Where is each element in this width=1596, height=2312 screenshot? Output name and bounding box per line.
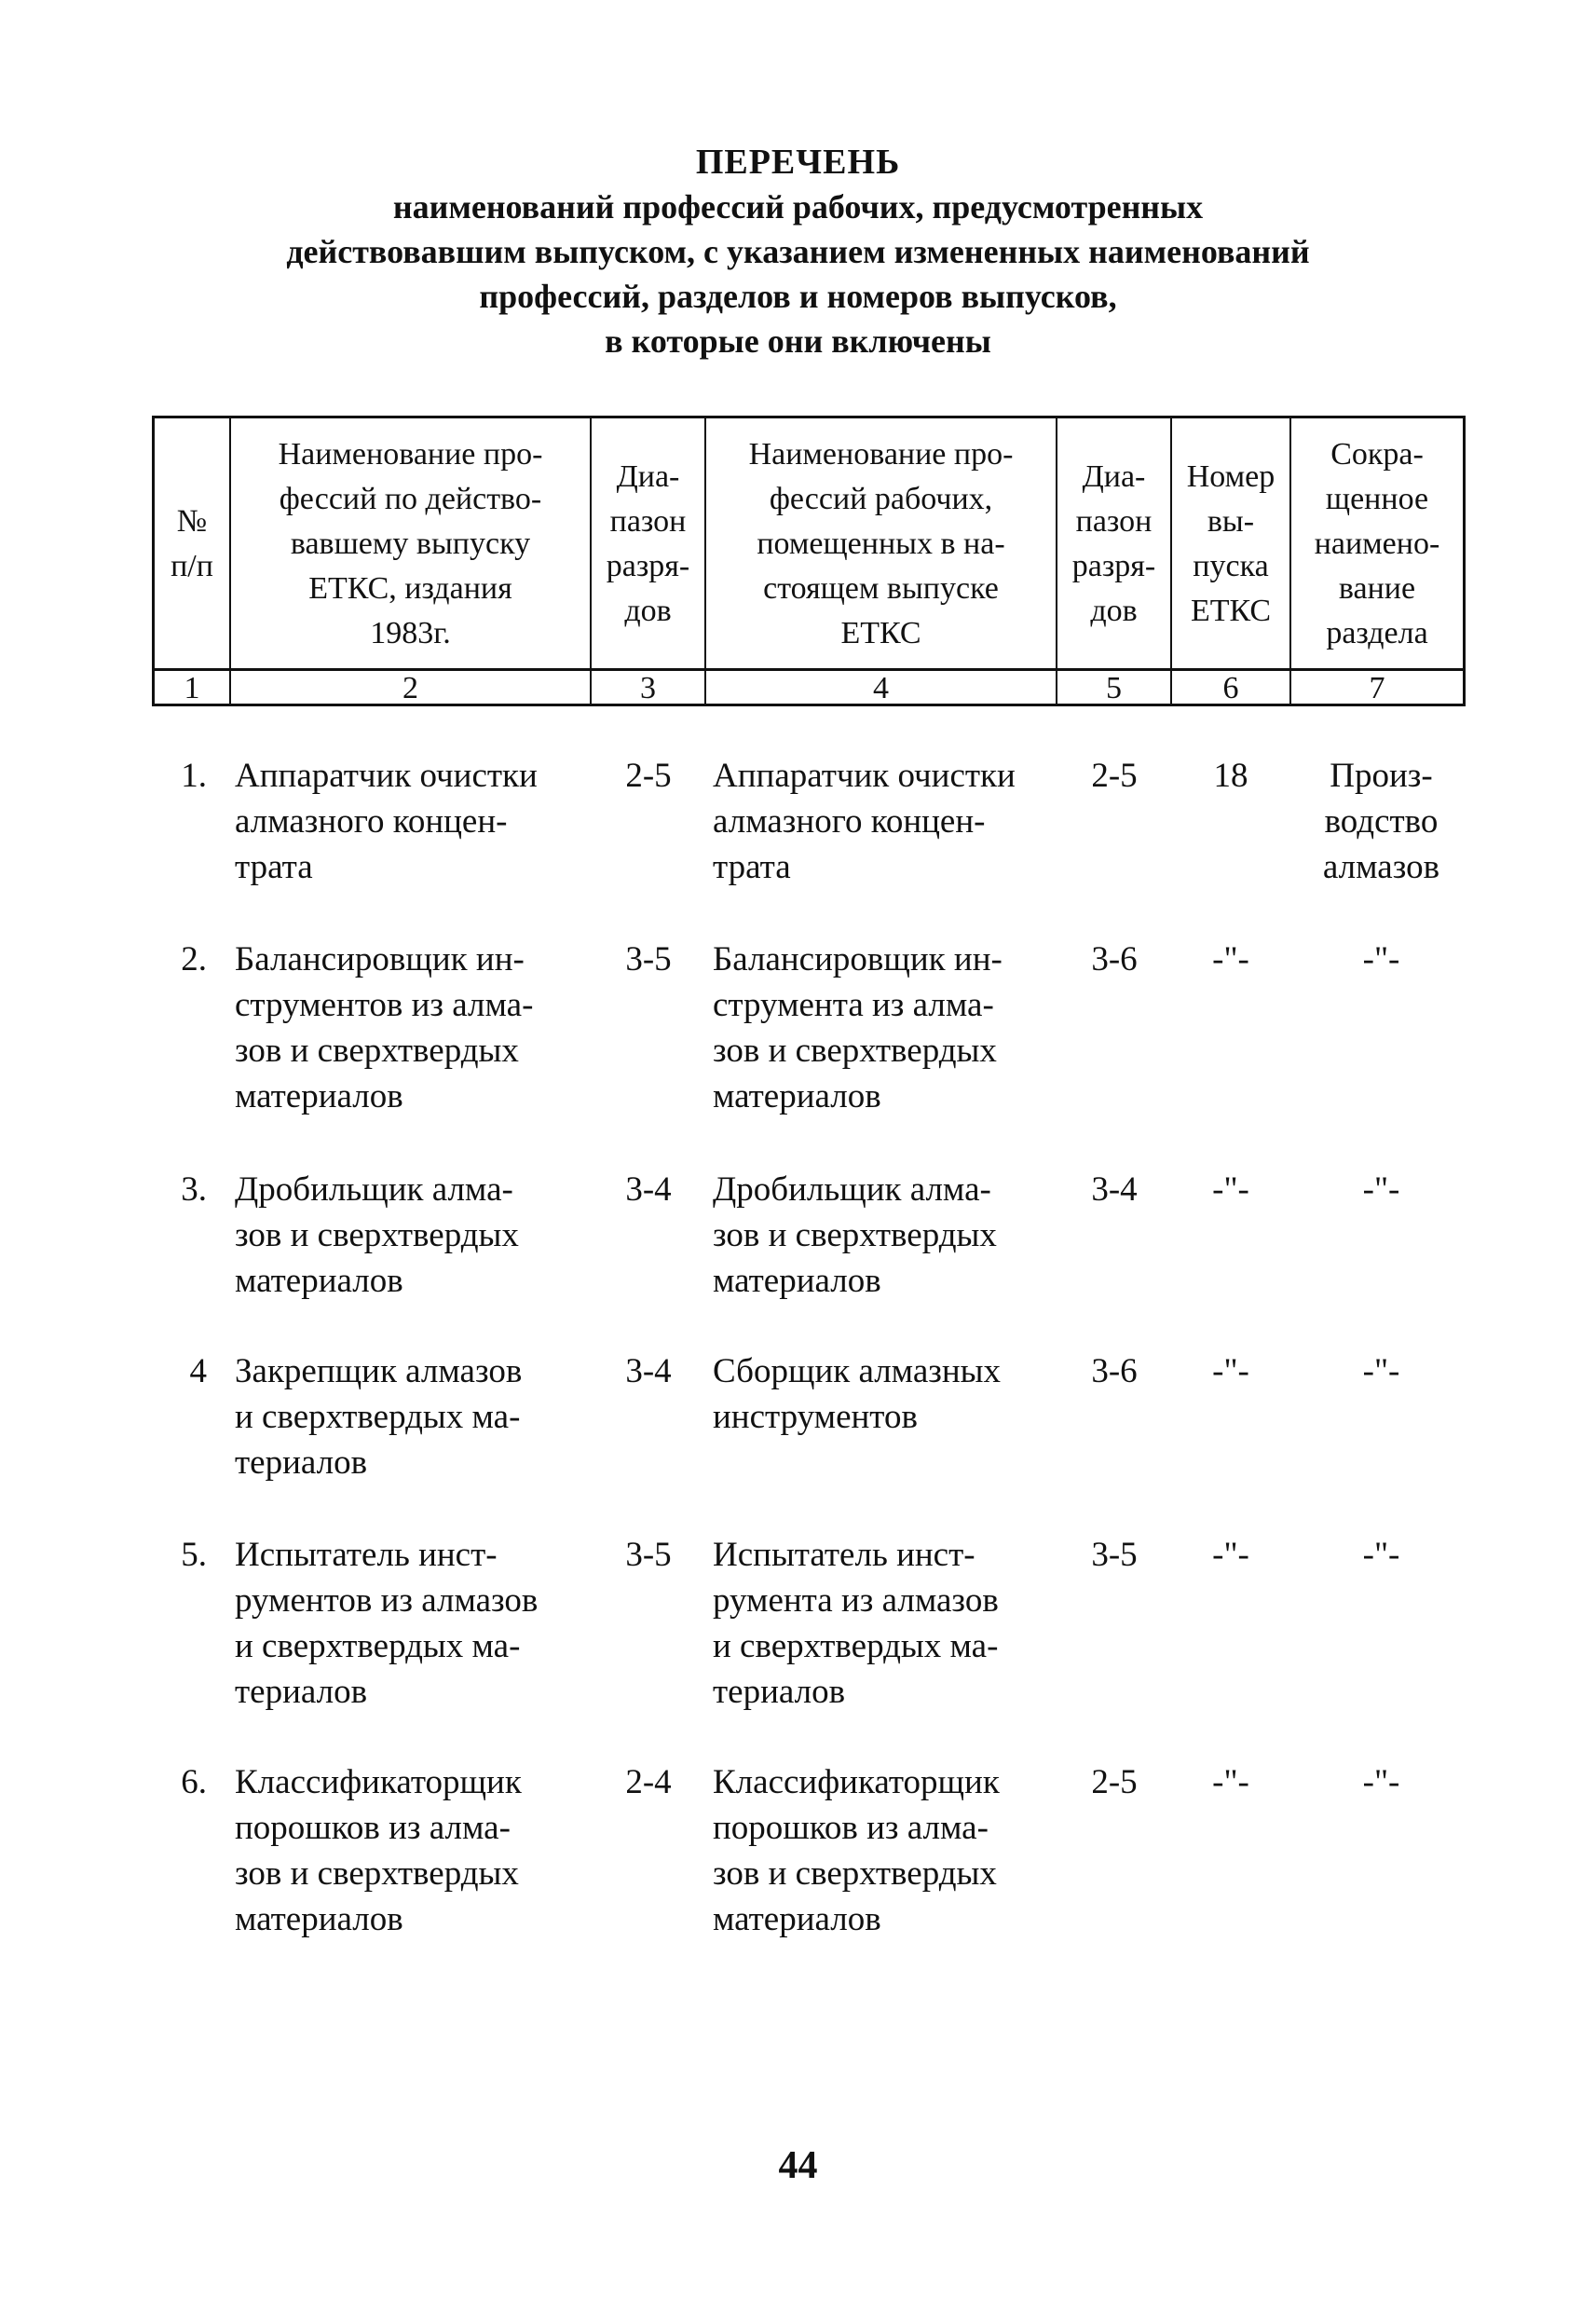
row-number: 4	[189, 1352, 207, 1390]
column-number: 1	[184, 670, 200, 705]
issue-number: -"-	[1212, 1536, 1249, 1574]
title-line: наименований профессий рабочих, предусмотренных	[392, 188, 1204, 226]
new-profession-name: Балансировщик ин- струмента из алма- зов и сверхтвердых материалов	[713, 940, 1003, 1115]
old-grade-range: 2-4	[625, 1763, 672, 1801]
row-number: 1.	[181, 757, 207, 795]
issue-number: 18	[1213, 757, 1248, 795]
new-grade-range: 3-5	[1091, 1536, 1138, 1574]
new-grade-range: 3-6	[1091, 940, 1138, 978]
section-name: -"-	[1362, 1170, 1400, 1209]
old-profession-name: Испытатель инст- рументов из алмазов и сверхтвердых ма- териалов	[235, 1536, 539, 1711]
old-grade-range: 3-5	[625, 940, 672, 978]
header-old-range: Диа- пазон разря- дов	[606, 459, 690, 628]
title-line: действовавшим выпуском, с указанием измененных наименований	[286, 233, 1310, 270]
document-title	[0, 140, 1596, 363]
new-profession-name: Аппаратчик очистки алмазного концен- трата	[713, 757, 1016, 886]
issue-number: -"-	[1212, 1763, 1249, 1801]
old-profession-name: Закрепщик алмазов и сверхтвердых ма- териалов	[235, 1352, 523, 1482]
row-number: 2.	[181, 940, 207, 978]
table-header	[152, 416, 1466, 706]
issue-number: -"-	[1212, 1170, 1249, 1209]
title-main: ПЕРЕЧЕНЬ	[695, 143, 901, 182]
new-grade-range: 3-6	[1091, 1352, 1138, 1390]
header-new-range: Диа- пазон разря- дов	[1071, 459, 1156, 628]
old-grade-range: 3-4	[625, 1170, 672, 1209]
new-grade-range: 2-5	[1091, 757, 1138, 795]
column-number: 5	[1106, 670, 1122, 705]
issue-number: -"-	[1212, 1352, 1249, 1390]
column-number: 2	[402, 670, 418, 705]
old-grade-range: 2-5	[625, 757, 672, 795]
old-profession-name: Балансировщик ин- струментов из алма- зов и сверхтвердых материалов	[235, 940, 534, 1115]
new-profession-name: Испытатель инст- румента из алмазов и сверхтвердых ма- териалов	[713, 1536, 999, 1711]
old-grade-range: 3-4	[625, 1352, 672, 1390]
row-number: 5.	[181, 1536, 207, 1574]
column-number: 3	[640, 670, 656, 705]
column-number: 4	[873, 670, 889, 705]
new-grade-range: 3-4	[1091, 1170, 1138, 1209]
new-grade-range: 2-5	[1091, 1763, 1138, 1801]
new-profession-name: Дробильщик алма- зов и сверхтвердых материалов	[713, 1170, 997, 1300]
title-line: профессий, разделов и номеров выпусков,	[479, 278, 1117, 315]
section-name: Произ- водство алмазов	[1322, 757, 1440, 886]
header-number: № п/п	[171, 504, 213, 583]
new-profession-name: Сборщик алмазных инструментов	[713, 1352, 1002, 1436]
section-name: -"-	[1362, 940, 1400, 978]
old-grade-range: 3-5	[625, 1536, 672, 1574]
header-section: Сокра- щенное наимено- вание раздела	[1314, 437, 1440, 650]
section-name: -"-	[1362, 1763, 1400, 1801]
new-profession-name: Классификаторщик порошков из алма- зов и сверхтвердых материалов	[713, 1763, 1000, 1938]
section-name: -"-	[1362, 1536, 1400, 1574]
column-number: 7	[1369, 670, 1385, 705]
old-profession-name: Дробильщик алма- зов и сверхтвердых материалов	[235, 1170, 519, 1300]
old-profession-name: Классификаторщик порошков из алма- зов и сверхтвердых материалов	[235, 1763, 522, 1938]
column-number: 6	[1222, 670, 1239, 705]
header-issue-number: Номер вы- пуска ЕТКС	[1186, 459, 1275, 628]
section-name: -"-	[1362, 1352, 1400, 1390]
header-old-profession: Наименование про- фессий по действо- вавшему выпуску ЕТКС, издания 1983г.	[278, 437, 543, 650]
issue-number: -"-	[1212, 940, 1249, 978]
row-number: 6.	[181, 1763, 207, 1801]
header-new-profession: Наименование про- фессий рабочих, помещенных в на- стоящем выпуске ЕТКС	[748, 437, 1014, 650]
row-number: 3.	[181, 1170, 207, 1209]
page-number: 44	[778, 2144, 818, 2187]
old-profession-name: Аппаратчик очистки алмазного концен- трата	[235, 757, 538, 886]
title-line: в которые они включены	[605, 322, 991, 360]
